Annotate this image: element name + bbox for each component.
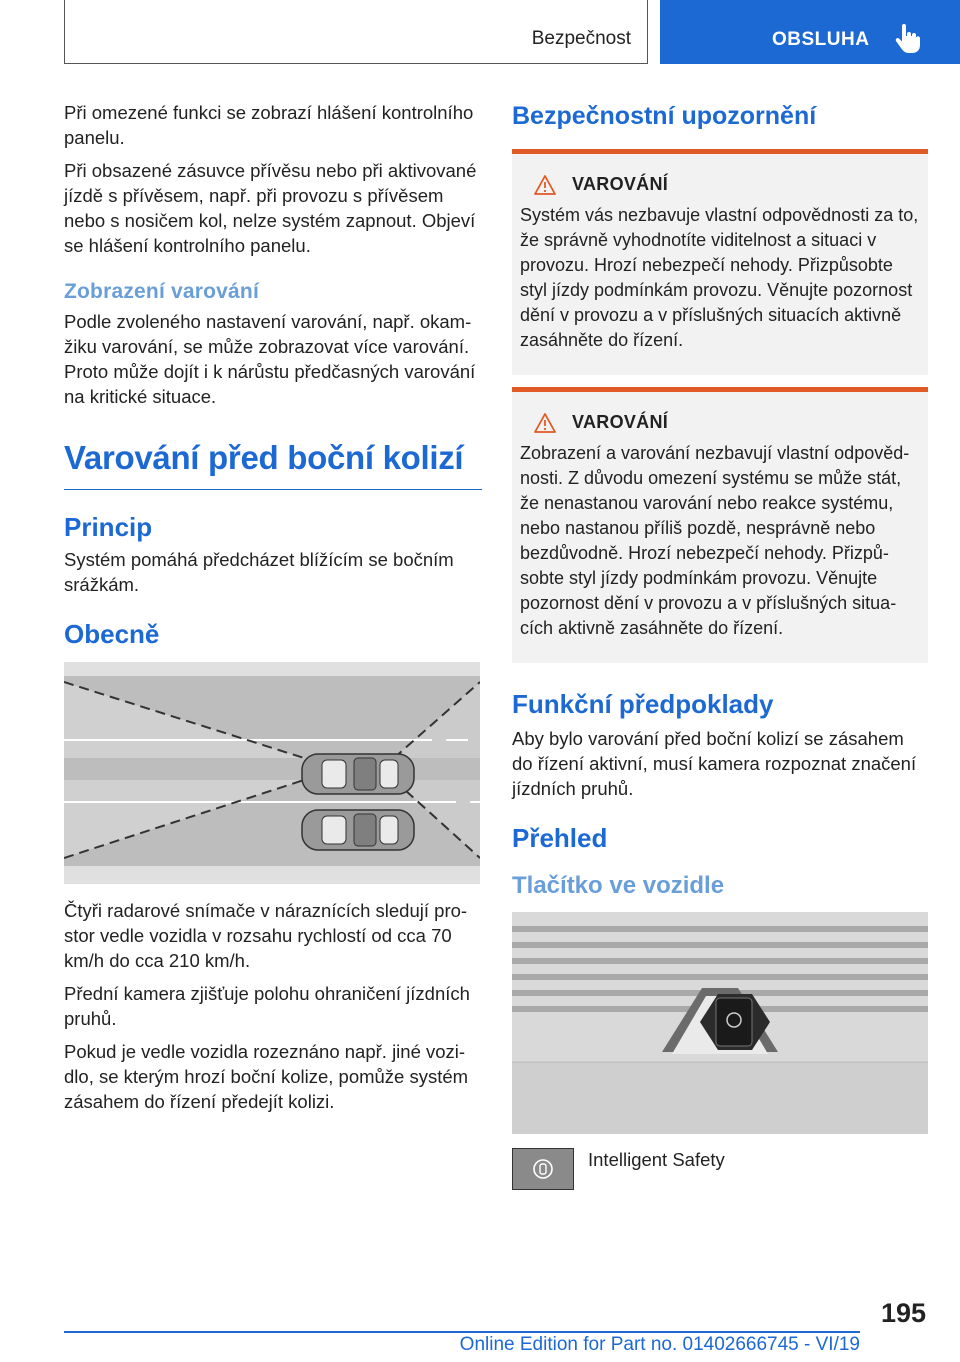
heading-prerequisites: Funkční předpoklady (512, 689, 774, 719)
header-section-title: Bezpečnost (531, 28, 631, 49)
warning-header (534, 174, 920, 195)
chapter-heading: Varování před boční kolizí (64, 439, 482, 490)
paragraph: Čtyři radarové snímače v náraznících sledují prostor vedle vozidla v rozsahu rychlostí od cca 70 km/h do cca 210 km/h. (64, 900, 468, 971)
warning-label: VAROVÁNÍ (572, 412, 669, 432)
warning-text: Systém vás nezbavuje vlastní odpovědnosti za to, že správně vyhodnotíte viditelnost a situaci v provozu. Hrozí nebezpečí nehody. Přizpůsobte styl jízdy podmínkám provozu. Věnujte pozornost dění v provozu a v příslušných situacích aktivně zasáhněte do řízení. (520, 205, 919, 350)
intelligent-safety-label: Intelligent Safety (588, 1149, 725, 1170)
pointing-hand-icon (894, 24, 920, 54)
warning-header (534, 412, 920, 433)
heading-obecne: Obecně (64, 619, 160, 649)
subheading-warnings-display: Zobrazení varování (64, 280, 259, 303)
warning-text: Zobrazení a varování nezbavují vlastní odpovědnosti. Z důvodu omezení systému se může stát, že nenastanou varování nebo reakce systému, nebo nastanou příliš pozdě, nesprávně nebo bezdůvodně. Hrozí nebezpečí nehody. Přizpůsobte styl jízdy podmínkám provozu. Věnujte pozornost dění v provozu a v příslušných situacích aktivně zasáhněte do řízení. (520, 443, 910, 638)
heading-button-in-vehicle: Tlačítko ve vozidle (512, 872, 725, 899)
footer-divider (64, 1331, 860, 1333)
paragraph: Systém pomáhá předcházet blížícím se bočním srážkám. (64, 549, 454, 595)
heading-overview: Přehled (512, 823, 608, 853)
paragraph: Podle zvoleného nastavení varování, např. okamžiku varování, se může zobrazovat více varování. Proto může dojít i k nárůstu předčasných varování na kritické situace. (64, 311, 476, 407)
heading-safety-notes: Bezpečnostní upozornění (512, 102, 817, 130)
warning-triangle-icon (534, 175, 556, 195)
chapter-tab[interactable] (660, 0, 960, 64)
footer-edition: Online Edition for Part no. 01402666745 - VI/19 (459, 1334, 860, 1355)
paragraph: Pokud je vedle vozidla rozeznáno např. jiné vozidlo, se kterým hrozí boční kolize, pomůže systém zásahem do řízení předejít kolizi. (64, 1041, 469, 1112)
button-legend (512, 1148, 928, 1190)
intelligent-safety-button[interactable] (512, 1148, 574, 1190)
header-box (64, 0, 648, 64)
paragraph: Při omezené funkci se zobrazí hlášení kontrolního panelu. (64, 102, 474, 148)
paragraph: Přední kamera zjišťuje polohu ohraničení jízdních pruhů. (64, 983, 470, 1029)
page-number: 195 (880, 1298, 926, 1328)
warning-box (512, 387, 928, 663)
radar-coverage-illustration (64, 662, 480, 884)
warning-label: VAROVÁNÍ (572, 174, 669, 194)
warning-box (512, 149, 928, 375)
right-column (512, 100, 928, 1190)
paragraph: Při obsazené zásuvce přívěsu nebo při aktivované jízdě s přívěsem, např. při provozu s přívěsem nebo s nosičem kol, nelze systém zapnout. Objeví se hlášení kontrolního panelu. (64, 160, 477, 256)
intelligent-safety-icon (531, 1157, 555, 1181)
warning-triangle-icon (534, 413, 556, 433)
paragraph: Aby bylo varování před boční kolizí se zásahem do řízení aktivní, musí kamera rozpoznat značení jízdních pruhů. (512, 728, 917, 799)
left-column (64, 100, 482, 1122)
dashboard-button-photo (512, 912, 928, 1134)
heading-princip: Princip (64, 512, 153, 542)
chapter-tab-label: OBSLUHA (772, 29, 870, 50)
